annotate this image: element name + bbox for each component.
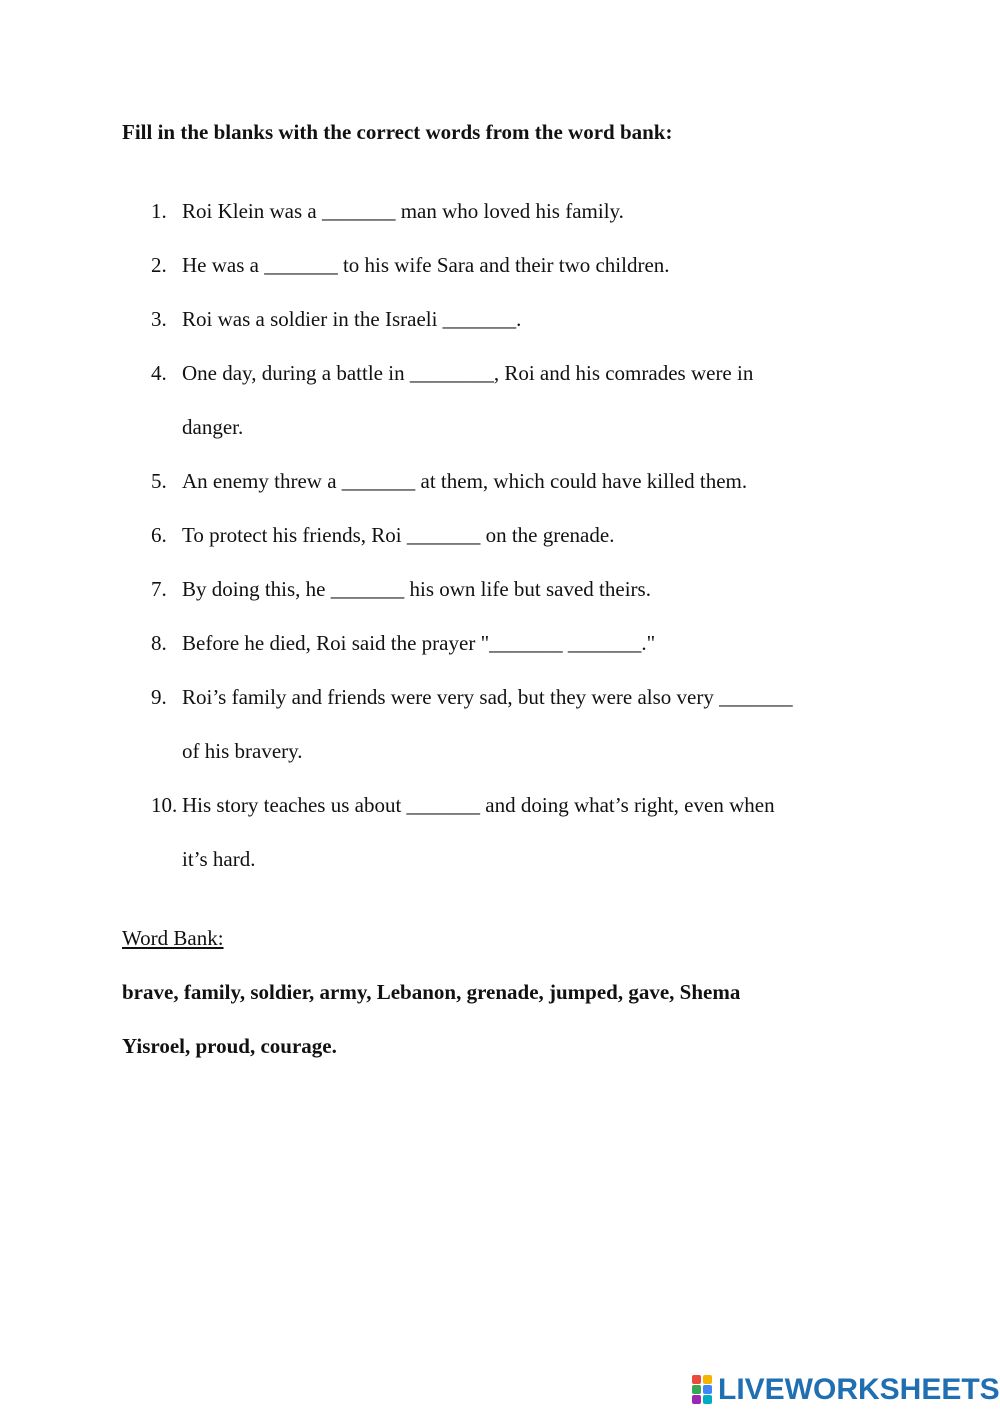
question-text[interactable]: An enemy threw a _______ at them, which could have killed them.	[182, 469, 748, 493]
question-text[interactable]: Roi’s family and friends were very sad, but they were also very _______	[182, 685, 793, 709]
question-text[interactable]: He was a _______ to his wife Sara and their two children.	[182, 253, 670, 277]
question-number: 5.	[151, 469, 167, 493]
word-bank-words-line-2: Yisroel, proud, courage.	[122, 1034, 337, 1058]
question-number: 8.	[151, 631, 167, 655]
question-text[interactable]: His story teaches us about _______ and doing what’s right, even when	[182, 793, 775, 817]
instruction-heading: Fill in the blanks with the correct words from the word bank:	[122, 120, 673, 144]
question-number: 3.	[151, 307, 167, 331]
question-text[interactable]: Roi Klein was a _______ man who loved his family.	[182, 199, 624, 223]
question-number: 6.	[151, 523, 167, 547]
question-text-continued: it’s hard.	[182, 847, 256, 871]
question-number: 1.	[151, 199, 167, 223]
liveworksheets-logo-icon	[692, 1375, 714, 1405]
liveworksheets-logo	[692, 1372, 1000, 1408]
question-number: 10.	[151, 793, 178, 817]
question-text[interactable]: Before he died, Roi said the prayer "_______ _______."	[182, 631, 656, 655]
question-number: 9.	[151, 685, 167, 709]
question-text[interactable]: To protect his friends, Roi _______ on the grenade.	[182, 523, 615, 547]
question-text-continued: danger.	[182, 415, 244, 439]
word-bank-label: Word Bank:	[122, 926, 224, 950]
word-bank-words-line-1: brave, family, soldier, army, Lebanon, grenade, jumped, gave, Shema	[122, 980, 741, 1004]
question-number: 4.	[151, 361, 167, 385]
question-text[interactable]: One day, during a battle in ________, Roi and his comrades were in	[182, 361, 754, 385]
question-text-continued: of his bravery.	[182, 739, 303, 763]
question-text[interactable]: Roi was a soldier in the Israeli _______.	[182, 307, 522, 331]
liveworksheets-brand-text: LIVEWORKSHEETS	[718, 1373, 1000, 1406]
question-number: 7.	[151, 577, 167, 601]
question-text[interactable]: By doing this, he _______ his own life but saved theirs.	[182, 577, 651, 601]
question-number: 2.	[151, 253, 167, 277]
